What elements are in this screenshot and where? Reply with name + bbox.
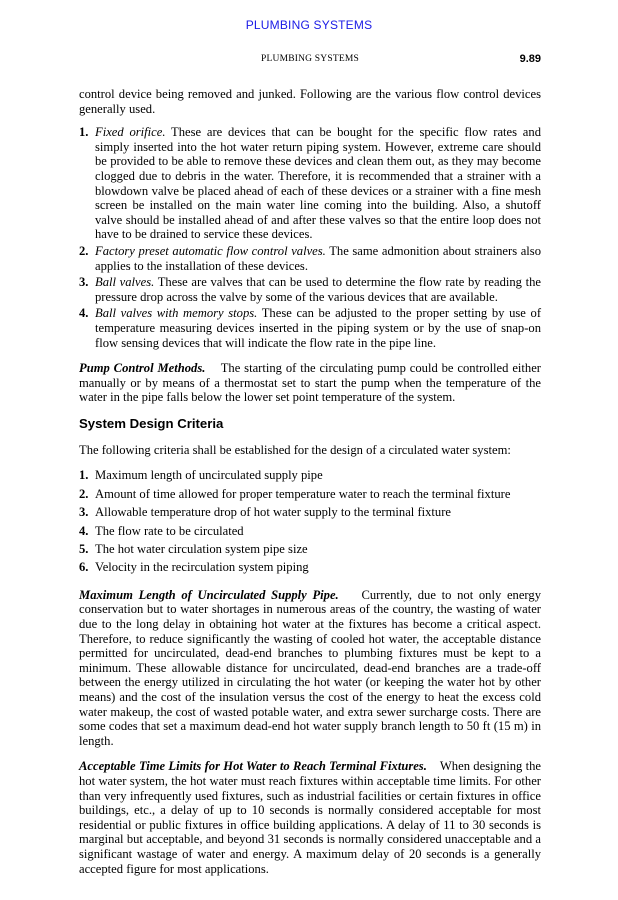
list-item-number: 4. bbox=[79, 306, 89, 321]
max-length-paragraph bbox=[79, 588, 541, 749]
pump-control-heading: Pump Control Methods. bbox=[79, 361, 206, 376]
list-item bbox=[79, 244, 541, 273]
list-item-term: Ball valves with memory stops. bbox=[95, 306, 258, 321]
max-length-heading: Maximum Length of Uncirculated Supply Pipe. bbox=[79, 587, 339, 602]
pump-control-paragraph bbox=[79, 361, 541, 405]
list-item-number: 1. bbox=[79, 125, 89, 140]
max-length-text: Currently, due to not only energy conservation but to water shortages in numerous areas of the country, the wasting of water due to the long delay in obtaining hot water at the fixtures has become a critical aspect. Therefore, to reduce significantly the wasting of cooled hot water, the acceptable distance permitted for uncirculated, dead-end branches to plumbing fixtures must be kept to a minimum. These allowable distance for uncirculated, dead-end branches are a trade-off between the energy utilized in circulating the hot water (or keeping the water hot by other means) and the cost of the insulation versus the cost of the energy to heat the excess cold water makeup, the cost of wasted potable water, and extra sewer surcharge costs. There are some codes that set a maximum dead-end hot water supply branch length to 50 ft (15 m) in length. bbox=[79, 587, 541, 748]
list-item bbox=[79, 524, 541, 539]
time-limits-heading: Acceptable Time Limits for Hot Water to Reach Terminal Fixtures. bbox=[79, 759, 427, 774]
time-limits-text: When designing the hot water system, the hot water must reach fixtures within acceptable time limits. For other than very infrequently used fixtures, such as industrial facilities or certain fixtures in office buildings, etc., a delay of up to 10 seconds is normally considered acceptable for most residential or public fixtures in office building applications. A delay of 11 to 30 seconds is marginal but acceptable, and beyond 31 seconds is normally considered unacceptable and a significant wastage of water and energy. A maximum delay of 20 seconds is a generally accepted figure for most applications. bbox=[79, 759, 541, 876]
list-item-number: 6. bbox=[79, 560, 89, 575]
list-item-number: 3. bbox=[79, 275, 89, 290]
list-item-text: Velocity in the recirculation system piping bbox=[95, 560, 309, 575]
flow-control-device-list bbox=[79, 125, 541, 350]
list-item-text: Allowable temperature drop of hot water supply to the terminal fixture bbox=[95, 505, 452, 520]
list-item-text: The hot water circulation system pipe size bbox=[95, 542, 308, 557]
banner-title: PLUMBING SYSTEMS bbox=[245, 18, 373, 32]
list-item bbox=[79, 468, 541, 483]
running-head-title: PLUMBING SYSTEMS bbox=[261, 54, 359, 64]
list-item-term: Ball valves. bbox=[95, 275, 155, 290]
section-heading: System Design Criteria bbox=[79, 415, 224, 431]
list-item-text: The flow rate to be circulated bbox=[95, 523, 244, 538]
list-item-term: Factory preset automatic flow control valves. bbox=[95, 243, 326, 258]
list-item bbox=[79, 542, 541, 557]
list-item bbox=[79, 505, 541, 520]
list-item-text: The same admonition about strainers also applies to the installation of these devices. bbox=[95, 243, 541, 273]
list-item bbox=[79, 560, 541, 575]
list-item-text: Amount of time allowed for proper temperature water to reach the terminal fixture bbox=[95, 486, 511, 501]
list-item-number: 2. bbox=[79, 486, 89, 501]
list-item-term: Fixed orifice. bbox=[95, 125, 166, 140]
criteria-intro: The following criteria shall be established for the design of a circulated water system: bbox=[79, 442, 511, 457]
running-head bbox=[79, 54, 541, 68]
pump-control-text: The starting of the circulating pump could be controlled either manually or by means of a thermostat set to start the pump when the temperature of the water in the pipe falls below the lower set point temperature of the system. bbox=[79, 361, 541, 405]
list-item-number: 3. bbox=[79, 505, 89, 520]
time-limits-paragraph bbox=[79, 759, 541, 876]
list-item-number: 2. bbox=[79, 243, 89, 258]
list-item-text: These are valves that can be used to determine the flow rate by reading the pressure drop across the valve by some of the various devices that are available. bbox=[95, 275, 542, 304]
list-item bbox=[79, 125, 541, 242]
list-item bbox=[79, 275, 541, 304]
list-item-number: 5. bbox=[79, 542, 89, 557]
list-item-text: Maximum length of uncirculated supply pipe bbox=[95, 468, 323, 483]
list-item-number: 1. bbox=[79, 468, 89, 483]
list-item bbox=[79, 306, 541, 350]
intro-paragraph: control device being removed and junked. Following are the various flow control devices generally used. bbox=[79, 87, 541, 116]
list-item bbox=[79, 487, 541, 502]
list-item-text: These are devices that can be bought for the specific flow rates and simply inserted into the hot water return piping system. However, extreme care should be provided to be able to remove these devices and clean them out, as they may become clogged due to debris in the water. Therefore, it is recommended that a strainer with a blowdown valve be placed ahead of each of these devices or a strainer with a fine mesh screen be installed on the main water line coming into the building. Also, a shutoff valve should be installed ahead of and after these valves so that the entire loop does not have to be drained to service these devices. bbox=[95, 125, 541, 242]
design-criteria-list bbox=[79, 468, 541, 575]
page-body bbox=[79, 87, 541, 876]
list-item-text: These can be adjusted to the proper setting by use of temperature measuring devices inserted in the piping system or by the use of snap-on flow sensing devices that will indicate the flow rate in the pipe line. bbox=[95, 306, 542, 350]
list-item-number: 4. bbox=[79, 523, 89, 538]
page-number: 9.89 bbox=[519, 53, 541, 65]
